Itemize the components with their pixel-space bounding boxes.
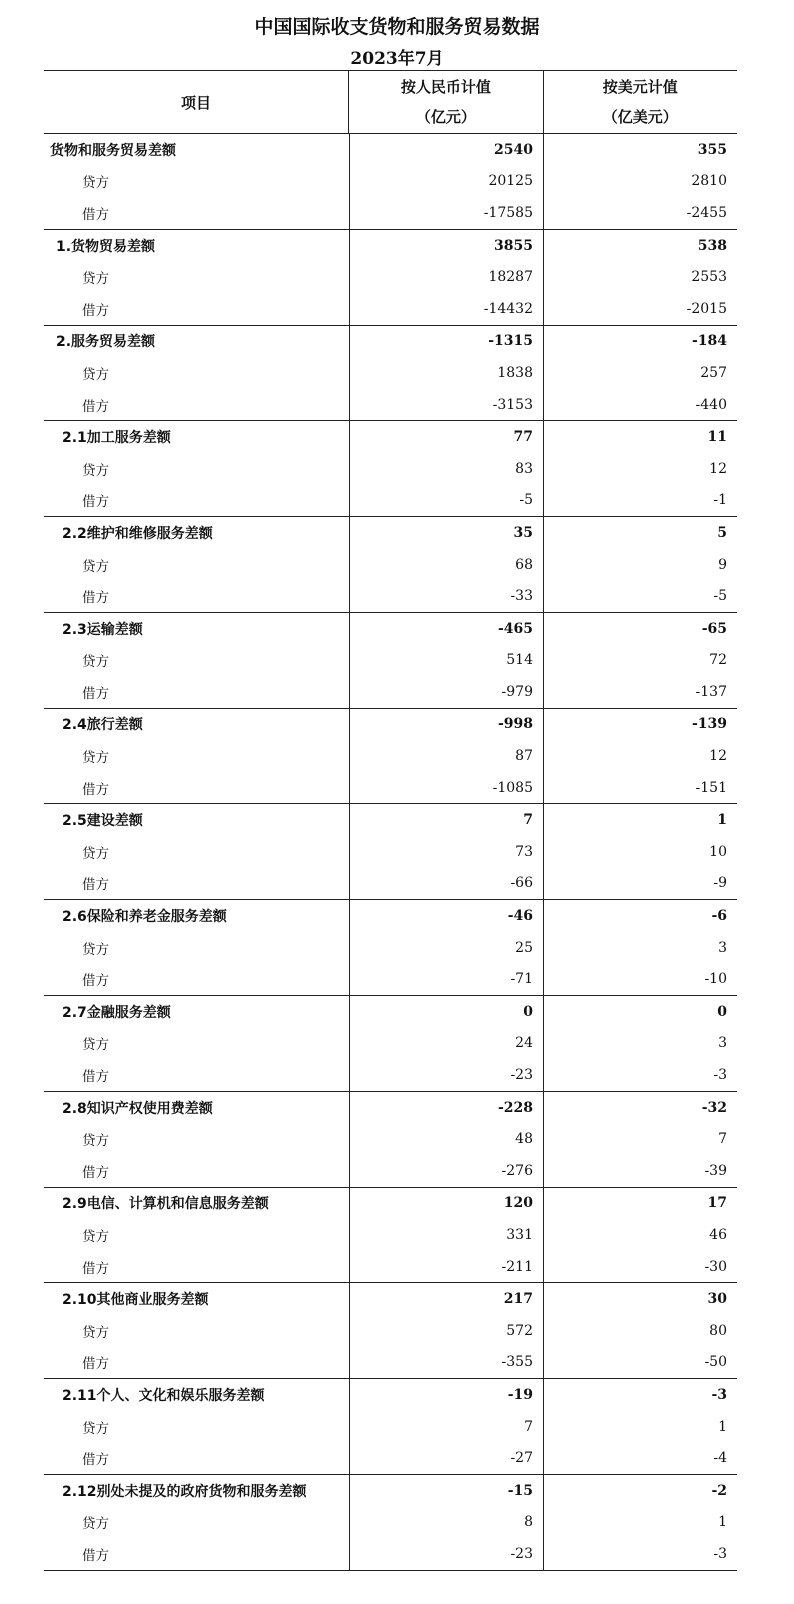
rmb-value: 0 bbox=[349, 996, 543, 1028]
row-item-name: 2.服务贸易差额 bbox=[56, 334, 156, 351]
trade-table bbox=[44, 70, 737, 1571]
table-row bbox=[44, 1379, 737, 1411]
table-group bbox=[44, 804, 737, 900]
table-row bbox=[44, 963, 737, 995]
rmb-value: -979 bbox=[349, 676, 543, 708]
table-row bbox=[44, 1251, 737, 1283]
row-item-label: 借方 bbox=[82, 1164, 109, 1181]
usd-value: 11 bbox=[543, 421, 737, 453]
table-row bbox=[44, 868, 737, 900]
rmb-value: -33 bbox=[349, 580, 543, 612]
row-item-name: 2.10其他商业服务差额 bbox=[62, 1292, 209, 1309]
usd-value: 12 bbox=[543, 453, 737, 485]
row-item-label: 借方 bbox=[82, 206, 109, 223]
table-group bbox=[44, 134, 737, 230]
row-item-name: 2.5建设差额 bbox=[62, 813, 143, 830]
rmb-value: 87 bbox=[349, 740, 543, 772]
usd-value: -30 bbox=[543, 1251, 737, 1283]
table-row bbox=[44, 1475, 737, 1507]
usd-value: -6 bbox=[543, 900, 737, 932]
table-row bbox=[44, 645, 737, 677]
row-item-name: 2.8知识产权使用费差额 bbox=[62, 1100, 213, 1117]
table-row bbox=[44, 357, 737, 389]
table-row bbox=[44, 580, 737, 612]
usd-value: -39 bbox=[543, 1155, 737, 1187]
usd-value: -9 bbox=[543, 868, 737, 900]
table-row bbox=[44, 453, 737, 485]
table-group bbox=[44, 517, 737, 613]
table-row bbox=[44, 549, 737, 581]
table-group bbox=[44, 709, 737, 805]
row-item-label: 贷方 bbox=[82, 175, 109, 192]
usd-value: -50 bbox=[543, 1347, 737, 1379]
rmb-value: 48 bbox=[349, 1123, 543, 1155]
row-item-name: 2.4旅行差额 bbox=[62, 717, 143, 734]
rmb-value: 2540 bbox=[349, 134, 543, 166]
usd-value: -32 bbox=[543, 1092, 737, 1124]
rmb-value: -14432 bbox=[349, 293, 543, 325]
row-item-label: 借方 bbox=[82, 398, 109, 415]
usd-value: 538 bbox=[543, 230, 737, 262]
table-row bbox=[44, 676, 737, 708]
row-item-label: 贷方 bbox=[82, 1516, 109, 1533]
table-row bbox=[44, 709, 737, 741]
rmb-value: 25 bbox=[349, 932, 543, 964]
rmb-value: -355 bbox=[349, 1347, 543, 1379]
table-row bbox=[44, 1188, 737, 1220]
rmb-value: 331 bbox=[349, 1219, 543, 1251]
usd-value: 1 bbox=[543, 1411, 737, 1443]
row-item-name: 2.1加工服务差额 bbox=[62, 430, 171, 447]
rmb-value: 7 bbox=[349, 804, 543, 836]
rmb-value: 217 bbox=[349, 1283, 543, 1315]
table-row bbox=[44, 1507, 737, 1539]
rmb-value: -23 bbox=[349, 1059, 543, 1091]
rmb-value: -66 bbox=[349, 868, 543, 900]
row-item-label: 贷方 bbox=[82, 845, 109, 862]
table-row bbox=[44, 326, 737, 358]
row-item-label: 借方 bbox=[82, 1260, 109, 1277]
table-group bbox=[44, 1188, 737, 1284]
row-item-label: 借方 bbox=[82, 781, 109, 798]
rmb-value: 7 bbox=[349, 1411, 543, 1443]
usd-value: 2810 bbox=[543, 166, 737, 198]
row-item-label: 借方 bbox=[82, 973, 109, 990]
row-item-name: 2.12别处未提及的政府货物和服务差额 bbox=[62, 1483, 307, 1500]
row-item-name: 1.货物贸易差额 bbox=[56, 238, 156, 255]
header-usd bbox=[543, 71, 737, 133]
rmb-value: -17585 bbox=[349, 197, 543, 229]
usd-value: 1 bbox=[543, 1507, 737, 1539]
usd-value: 2553 bbox=[543, 261, 737, 293]
table-group bbox=[44, 1283, 737, 1379]
rmb-value: 572 bbox=[349, 1315, 543, 1347]
table-row bbox=[44, 166, 737, 198]
rmb-value: -46 bbox=[349, 900, 543, 932]
usd-value: 7 bbox=[543, 1123, 737, 1155]
usd-value: 3 bbox=[543, 1028, 737, 1060]
table-row bbox=[44, 1442, 737, 1474]
usd-value: -65 bbox=[543, 613, 737, 645]
rmb-value: 24 bbox=[349, 1028, 543, 1060]
row-item-label: 贷方 bbox=[82, 271, 109, 288]
rmb-value: -15 bbox=[349, 1475, 543, 1507]
row-item-label: 借方 bbox=[82, 1356, 109, 1373]
header-rmb-line2: （亿元） bbox=[415, 108, 476, 126]
table-row bbox=[44, 836, 737, 868]
rmb-value: -211 bbox=[349, 1251, 543, 1283]
table-row bbox=[44, 230, 737, 262]
table-row bbox=[44, 261, 737, 293]
table-group bbox=[44, 230, 737, 326]
rmb-value: -1315 bbox=[349, 326, 543, 358]
table-row bbox=[44, 1059, 737, 1091]
row-item-label: 贷方 bbox=[82, 558, 109, 575]
table-row bbox=[44, 134, 737, 166]
table-row bbox=[44, 517, 737, 549]
row-item-name: 2.11个人、文化和娱乐服务差额 bbox=[62, 1387, 265, 1404]
table-group bbox=[44, 421, 737, 517]
row-item-label: 贷方 bbox=[82, 366, 109, 383]
rmb-value: -5 bbox=[349, 485, 543, 517]
rmb-value: 77 bbox=[349, 421, 543, 453]
table-row bbox=[44, 740, 737, 772]
rmb-value: 83 bbox=[349, 453, 543, 485]
row-item-label: 借方 bbox=[82, 494, 109, 511]
row-item-label: 贷方 bbox=[82, 1133, 109, 1150]
rmb-value: -19 bbox=[349, 1379, 543, 1411]
table-group bbox=[44, 1092, 737, 1188]
table-row bbox=[44, 1347, 737, 1379]
table-group bbox=[44, 1475, 737, 1570]
usd-value: 5 bbox=[543, 517, 737, 549]
row-item-label: 贷方 bbox=[82, 750, 109, 767]
table-body bbox=[44, 134, 737, 1570]
table-row bbox=[44, 772, 737, 804]
usd-value: 355 bbox=[543, 134, 737, 166]
rmb-value: 68 bbox=[349, 549, 543, 581]
table-row bbox=[44, 1283, 737, 1315]
table-row bbox=[44, 1538, 737, 1570]
table-row bbox=[44, 1315, 737, 1347]
table-row bbox=[44, 932, 737, 964]
table-row bbox=[44, 1028, 737, 1060]
table-row bbox=[44, 485, 737, 517]
header-item: 项目 bbox=[181, 93, 212, 112]
table-group bbox=[44, 326, 737, 422]
usd-value: 30 bbox=[543, 1283, 737, 1315]
table-row bbox=[44, 804, 737, 836]
row-item-name: 货物和服务贸易差额 bbox=[50, 142, 176, 159]
usd-value: -139 bbox=[543, 709, 737, 741]
rmb-value: 35 bbox=[349, 517, 543, 549]
table-group bbox=[44, 1379, 737, 1475]
row-item-name: 2.7金融服务差额 bbox=[62, 1004, 171, 1021]
row-item-label: 贷方 bbox=[82, 1324, 109, 1341]
usd-value: 12 bbox=[543, 740, 737, 772]
table-row bbox=[44, 1219, 737, 1251]
table-group bbox=[44, 900, 737, 996]
usd-value: -137 bbox=[543, 676, 737, 708]
table-row bbox=[44, 293, 737, 325]
rmb-value: -3153 bbox=[349, 389, 543, 421]
rmb-value: 1838 bbox=[349, 357, 543, 389]
rmb-value: 3855 bbox=[349, 230, 543, 262]
usd-value: -2 bbox=[543, 1475, 737, 1507]
row-item-name: 2.2维护和维修服务差额 bbox=[62, 525, 213, 542]
page-title: 中国国际收支货物和服务贸易数据 bbox=[254, 16, 540, 38]
table-row bbox=[44, 1155, 737, 1187]
table-row bbox=[44, 900, 737, 932]
usd-value: 72 bbox=[543, 645, 737, 677]
rmb-value: -27 bbox=[349, 1442, 543, 1474]
rmb-value: -276 bbox=[349, 1155, 543, 1187]
usd-value: 1 bbox=[543, 804, 737, 836]
table-group bbox=[44, 613, 737, 709]
row-item-label: 借方 bbox=[82, 302, 109, 319]
row-item-label: 借方 bbox=[82, 1547, 109, 1564]
row-item-label: 借方 bbox=[82, 1452, 109, 1469]
rmb-value: 20125 bbox=[349, 166, 543, 198]
row-item-label: 贷方 bbox=[82, 1420, 109, 1437]
rmb-value: -465 bbox=[349, 613, 543, 645]
header-usd-line1: 按美元计值 bbox=[602, 78, 678, 96]
table-row bbox=[44, 389, 737, 421]
table-row bbox=[44, 1092, 737, 1124]
usd-value: -184 bbox=[543, 326, 737, 358]
row-item-name: 2.3运输差额 bbox=[62, 621, 143, 638]
usd-value: 10 bbox=[543, 836, 737, 868]
usd-value: -151 bbox=[543, 772, 737, 804]
rmb-value: -1085 bbox=[349, 772, 543, 804]
usd-value: 9 bbox=[543, 549, 737, 581]
rmb-value: 514 bbox=[349, 645, 543, 677]
usd-value: -1 bbox=[543, 485, 737, 517]
usd-value: -440 bbox=[543, 389, 737, 421]
rmb-value: -998 bbox=[349, 709, 543, 741]
rmb-value: 18287 bbox=[349, 261, 543, 293]
table-row bbox=[44, 996, 737, 1028]
rmb-value: 120 bbox=[349, 1188, 543, 1220]
usd-value: 257 bbox=[543, 357, 737, 389]
usd-value: -10 bbox=[543, 963, 737, 995]
rmb-value: -71 bbox=[349, 963, 543, 995]
usd-value: -5 bbox=[543, 580, 737, 612]
row-item-label: 借方 bbox=[82, 685, 109, 702]
row-item-label: 贷方 bbox=[82, 1228, 109, 1245]
header-rmb-line1: 按人民币计值 bbox=[400, 78, 491, 96]
row-item-label: 贷方 bbox=[82, 941, 109, 958]
table-group bbox=[44, 996, 737, 1092]
page-subtitle: 2023年7月 bbox=[350, 49, 444, 69]
usd-value: -3 bbox=[543, 1379, 737, 1411]
usd-value: -4 bbox=[543, 1442, 737, 1474]
usd-value: -3 bbox=[543, 1059, 737, 1091]
row-item-name: 2.6保险和养老金服务差额 bbox=[62, 909, 227, 926]
table-row bbox=[44, 1411, 737, 1443]
rmb-value: 8 bbox=[349, 1507, 543, 1539]
usd-value: 46 bbox=[543, 1219, 737, 1251]
rmb-value: -23 bbox=[349, 1538, 543, 1570]
table-row bbox=[44, 197, 737, 229]
usd-value: 0 bbox=[543, 996, 737, 1028]
row-item-name: 2.9电信、计算机和信息服务差额 bbox=[62, 1196, 269, 1213]
header-rmb bbox=[348, 71, 542, 133]
row-item-label: 借方 bbox=[82, 1069, 109, 1086]
table-header bbox=[44, 71, 737, 134]
row-item-label: 借方 bbox=[82, 590, 109, 607]
rmb-value: 73 bbox=[349, 836, 543, 868]
row-item-label: 借方 bbox=[82, 877, 109, 894]
usd-value: 17 bbox=[543, 1188, 737, 1220]
row-item-label: 贷方 bbox=[82, 654, 109, 671]
usd-value: 3 bbox=[543, 932, 737, 964]
table-row bbox=[44, 421, 737, 453]
table-row bbox=[44, 613, 737, 645]
row-item-label: 贷方 bbox=[82, 462, 109, 479]
row-item-label: 贷方 bbox=[82, 1037, 109, 1054]
usd-value: -2455 bbox=[543, 197, 737, 229]
usd-value: 80 bbox=[543, 1315, 737, 1347]
usd-value: -3 bbox=[543, 1538, 737, 1570]
usd-value: -2015 bbox=[543, 293, 737, 325]
header-usd-line2: （亿美元） bbox=[602, 108, 678, 126]
table-row bbox=[44, 1123, 737, 1155]
rmb-value: -228 bbox=[349, 1092, 543, 1124]
